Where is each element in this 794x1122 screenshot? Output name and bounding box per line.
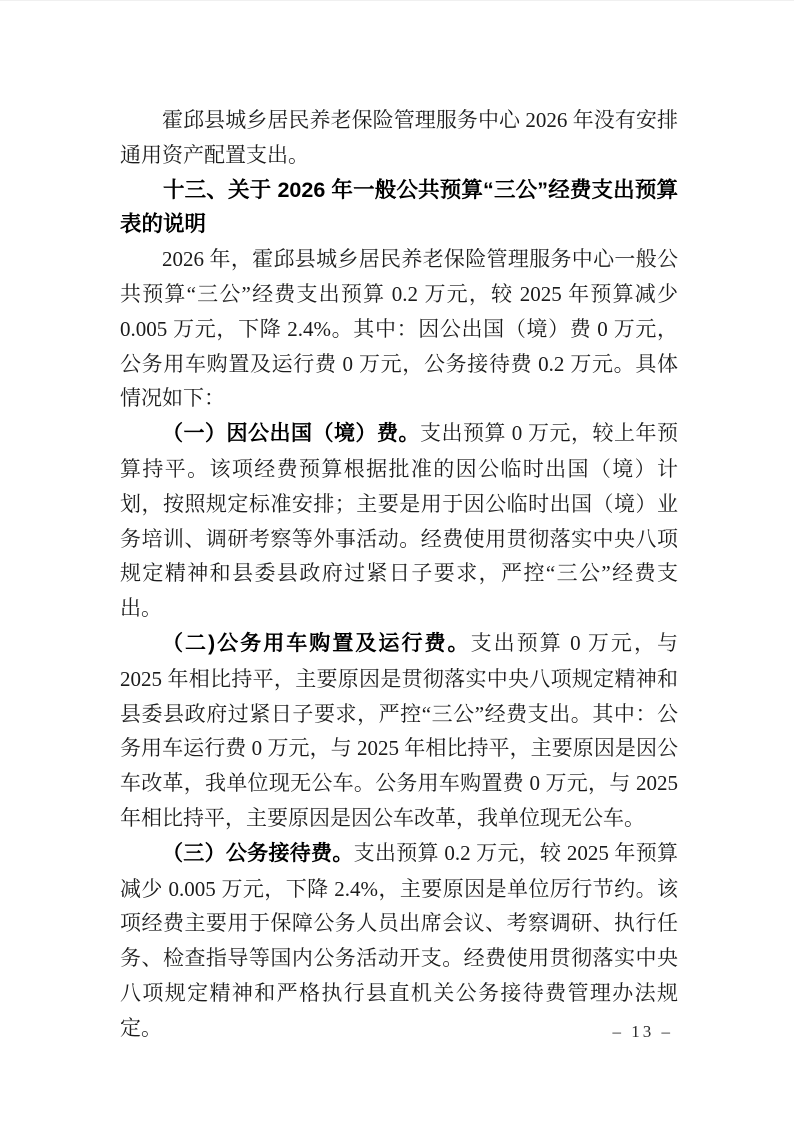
paragraph-asset-allocation: 霍邱县城乡居民养老保险管理服务中心 2026 年没有安排通用资产配置支出。 (120, 108, 678, 167)
paragraph-vehicle-fee-text: 支出预算 0 万元，与 2025 年相比持平，主要原因是贯彻落实中央八项规定精神和县委县政府过紧日子要求，严控“三公”经费支出。其中：公务用车运行费 0 万元，与 2025 年相比持平，主要原因是因公车改革，我单位现无公车。公务用车购置费 0 万元，与 2025 年相比持平，主要原因是因公车改革，我单位现无公车。 (120, 630, 679, 830)
paragraph-vehicle-fee (120, 626, 678, 836)
paragraph-vehicle-fee-lead: （二)公务用车购置及运行费。 (162, 631, 471, 655)
paragraph-abroad-fee-lead: （一）因公出国（境）费。 (162, 422, 420, 446)
paragraph-reception-fee (120, 836, 678, 1046)
paragraph-abroad-fee (120, 416, 678, 626)
document-content (120, 103, 678, 1046)
paragraph-abroad-fee-text: 支出预算 0 万元，较上年预算持平。该项经费预算根据批准的因公临时出国（境）计划，按照规定标准安排；主要是用于因公临时出国（境）业务培训、调研考察等外事活动。经费使用贯彻落实中央八项规定精神和县委县政府过紧日子要求，严控“三公”经费支出。 (120, 421, 678, 621)
paragraph-reception-fee-lead: （三）公务接待费。 (162, 841, 354, 865)
paragraph-overview: 2026 年，霍邱县城乡居民养老保险管理服务中心一般公共预算“三公”经费支出预算 0.2 万元，较 2025 年预算减少 0.005 万元，下降 2.4%。其中：因公出国（境）费 0 万元，公务用车购置及运行费 0 万元，公务接待费 0.2 万元。具体情况如下： (120, 247, 678, 411)
page-number: – 13 – (612, 1022, 673, 1041)
paragraph-reception-fee-text: 支出预算 0.2 万元，较 2025 年预算减少 0.005 万元，下降 2.4%，主要原因是单位厉行节约。该项经费主要用于保障公务人员出席会议、考察调研、执行任务、检查指导等国内公务活动开支。经费使用贯彻落实中央八项规定精神和严格执行县直机关公务接待费管理办法规定。 (120, 840, 678, 1040)
section-heading-13: 十三、关于 2026 年一般公共预算“三公”经费支出预算表的说明 (120, 177, 678, 237)
